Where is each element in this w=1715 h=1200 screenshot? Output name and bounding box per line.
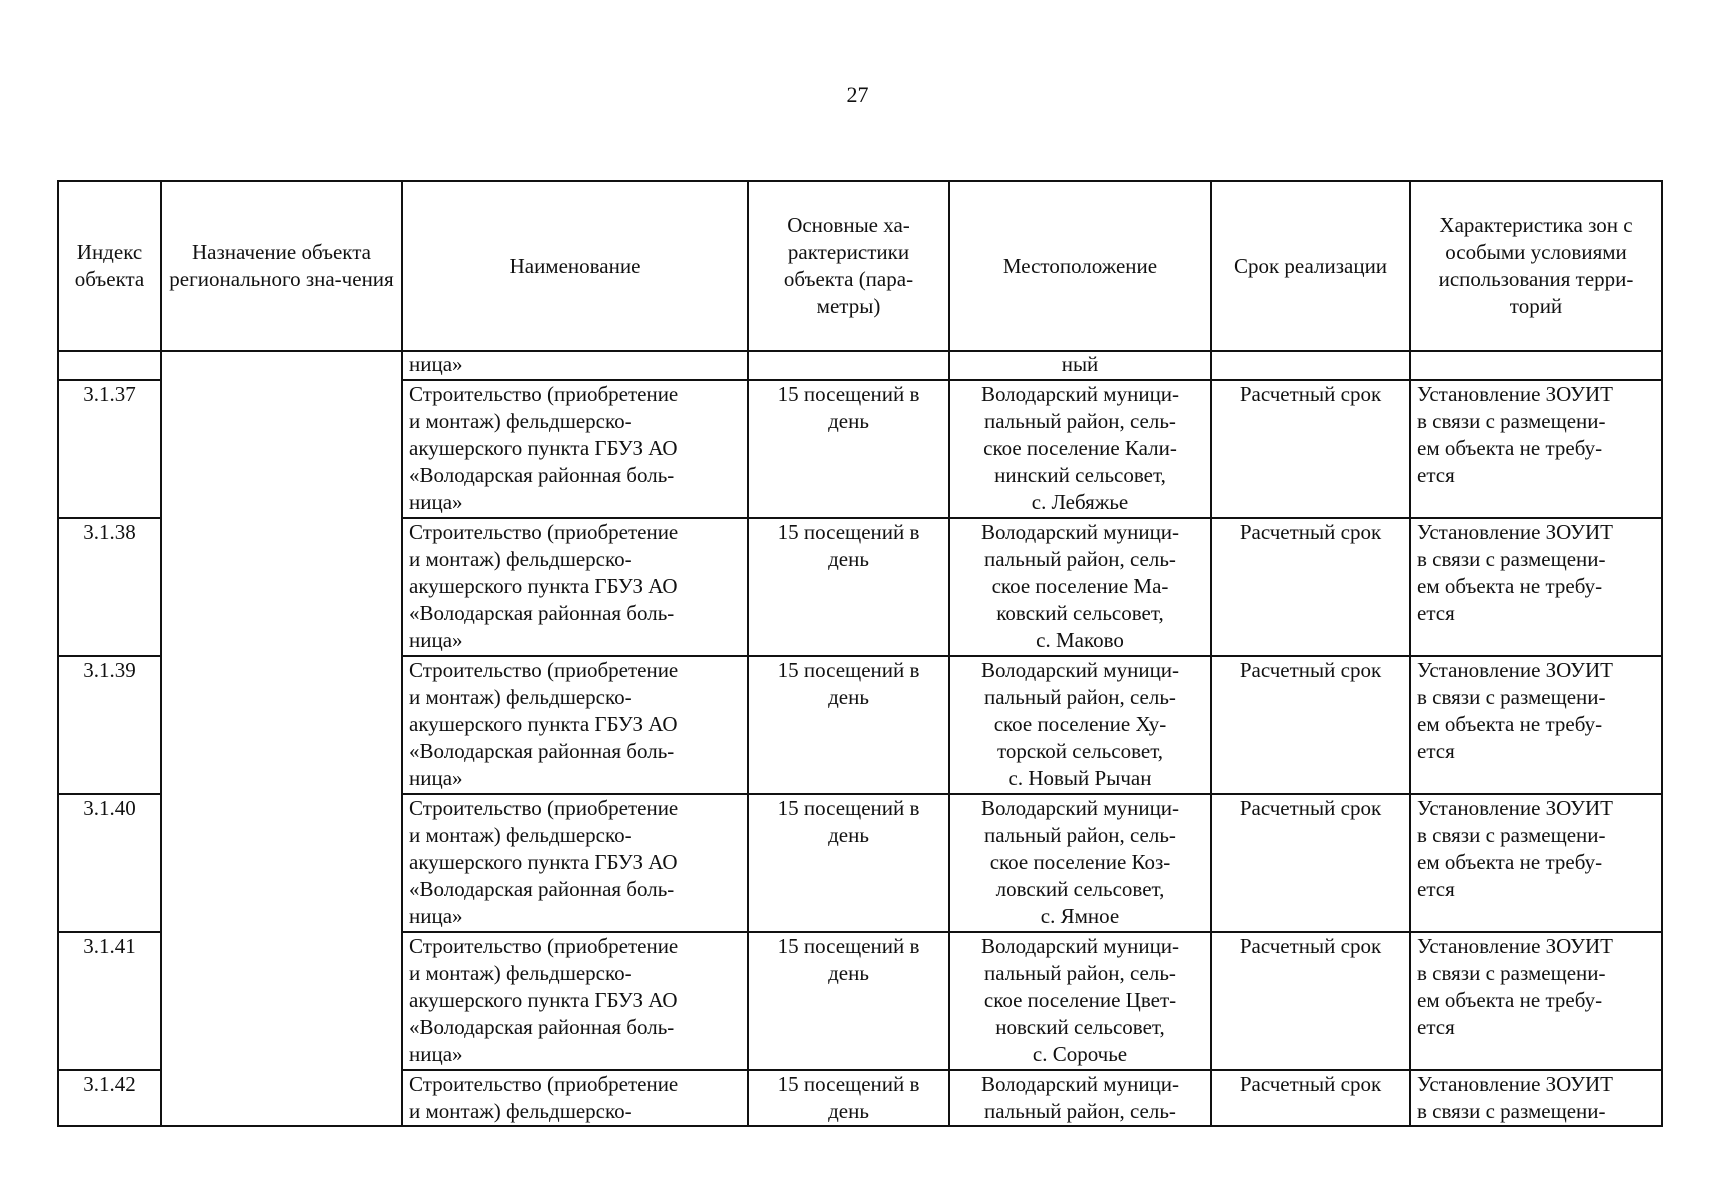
table-body <box>58 351 1662 1126</box>
object-location-line: с. Сорочье <box>1032 1042 1128 1066</box>
header-location: Местоположение <box>949 181 1211 351</box>
object-location-line: Володарский муници- <box>980 520 1180 544</box>
object-name <box>402 380 748 518</box>
object-term: Расчетный срок <box>1211 932 1410 1070</box>
object-location-line: ское поселение Кали- <box>983 436 1177 460</box>
object-name-line: Строительство (приобретение <box>409 796 679 820</box>
object-name-line: и монтаж) фельдшерско- <box>409 685 632 709</box>
object-name-line: ница» <box>409 490 463 514</box>
object-zones-line: ется <box>1417 463 1455 487</box>
header-params: Основные ха-рактеристики объекта (пара-метры) <box>748 181 949 351</box>
object-location-line: новский сельсовет, <box>995 1015 1165 1039</box>
object-zones <box>1410 656 1662 794</box>
object-zones-line: Установление ЗОУИТ <box>1417 1072 1614 1096</box>
object-zones-line: ем объекта не требу- <box>1417 712 1603 736</box>
continuation-zones <box>1410 351 1662 380</box>
object-name-line: акушерского пункта ГБУЗ АО <box>409 436 678 460</box>
object-zones-line: Установление ЗОУИТ <box>1417 382 1614 406</box>
object-params-line: день <box>828 547 869 571</box>
object-zones-line: Установление ЗОУИТ <box>1417 934 1614 958</box>
object-location <box>949 656 1211 794</box>
object-name-line: акушерского пункта ГБУЗ АО <box>409 850 678 874</box>
object-location-line: Володарский муници- <box>980 796 1180 820</box>
object-name-line: Строительство (приобретение <box>409 934 679 958</box>
object-name-line: и монтаж) фельдшерско- <box>409 961 632 985</box>
header-name: Наименование <box>402 181 748 351</box>
object-params-line: 15 посещений в <box>777 382 920 406</box>
object-zones <box>1410 1070 1662 1126</box>
object-params <box>748 380 949 518</box>
object-zones-line: в связи с размещени- <box>1417 823 1606 847</box>
continuation-term <box>1211 351 1410 380</box>
object-params-line: день <box>828 961 869 985</box>
object-name-line: Строительство (приобретение <box>409 1072 679 1096</box>
continuation-params <box>748 351 949 380</box>
purpose-cell <box>161 351 402 1126</box>
object-zones-line: ется <box>1417 877 1455 901</box>
continuation-location: ный <box>949 351 1211 380</box>
continuation-index <box>58 351 161 380</box>
object-name <box>402 656 748 794</box>
object-params-line: 15 посещений в <box>777 934 920 958</box>
object-zones-line: ется <box>1417 1015 1455 1039</box>
object-name-line: «Володарская районная боль- <box>409 1015 675 1039</box>
object-zones-line: Установление ЗОУИТ <box>1417 520 1614 544</box>
object-name-line: и монтаж) фельдшерско- <box>409 409 632 433</box>
object-index: 3.1.41 <box>58 932 161 1070</box>
object-location-line: ское поселение Ху- <box>993 712 1167 736</box>
header-term: Срок реализации <box>1211 181 1410 351</box>
object-zones-line: в связи с размещени- <box>1417 547 1606 571</box>
object-zones <box>1410 932 1662 1070</box>
object-zones-line: Установление ЗОУИТ <box>1417 658 1614 682</box>
object-location-line: ковский сельсовет, <box>996 601 1164 625</box>
object-index: 3.1.42 <box>58 1070 161 1126</box>
object-zones-line: ется <box>1417 739 1455 763</box>
objects-table <box>57 180 1663 1127</box>
object-zones-line: ем объекта не требу- <box>1417 988 1603 1012</box>
object-params <box>748 518 949 656</box>
object-params <box>748 932 949 1070</box>
object-location <box>949 518 1211 656</box>
object-params <box>748 794 949 932</box>
object-location-line: с. Маково <box>1036 628 1124 652</box>
object-term: Расчетный срок <box>1211 656 1410 794</box>
object-term: Расчетный срок <box>1211 1070 1410 1126</box>
object-zones-line: ем объекта не требу- <box>1417 850 1603 874</box>
object-location-line: пальный район, сель- <box>984 685 1176 709</box>
object-location-line: пальный район, сель- <box>984 823 1176 847</box>
object-location-line: ское поселение Коз- <box>989 850 1171 874</box>
object-params-line: день <box>828 1099 869 1123</box>
object-name-line: «Володарская районная боль- <box>409 739 675 763</box>
object-name-line: и монтаж) фельдшерско- <box>409 1099 632 1123</box>
object-params-line: 15 посещений в <box>777 1072 920 1096</box>
object-index: 3.1.38 <box>58 518 161 656</box>
object-zones-line: ем объекта не требу- <box>1417 436 1603 460</box>
object-name-line: акушерского пункта ГБУЗ АО <box>409 988 678 1012</box>
object-name-line: Строительство (приобретение <box>409 520 679 544</box>
object-zones-line: в связи с размещени- <box>1417 685 1606 709</box>
object-zones-line: Установление ЗОУИТ <box>1417 796 1614 820</box>
object-params-line: 15 посещений в <box>777 520 920 544</box>
object-location-line: Володарский муници- <box>980 934 1180 958</box>
object-location-line: Володарский муници- <box>980 382 1180 406</box>
object-name-line: «Володарская районная боль- <box>409 601 675 625</box>
object-location-line: ское поселение Ма- <box>991 574 1169 598</box>
object-zones-line: ем объекта не требу- <box>1417 574 1603 598</box>
object-name <box>402 794 748 932</box>
object-name-line: ница» <box>409 628 463 652</box>
object-zones <box>1410 794 1662 932</box>
table-header-row <box>58 181 1662 351</box>
object-name-line: «Володарская районная боль- <box>409 463 675 487</box>
object-params-line: 15 посещений в <box>777 796 920 820</box>
object-zones <box>1410 518 1662 656</box>
object-zones-line: ется <box>1417 601 1455 625</box>
object-location-line: Володарский муници- <box>980 1072 1180 1096</box>
object-name-line: акушерского пункта ГБУЗ АО <box>409 712 678 736</box>
header-purpose: Назначение объекта регионального зна-чения <box>161 181 402 351</box>
object-location-line: пальный район, сель- <box>984 1099 1176 1123</box>
object-params-line: день <box>828 685 869 709</box>
object-location-line: с. Новый Рычан <box>1008 766 1152 790</box>
object-name-line: и монтаж) фельдшерско- <box>409 547 632 571</box>
object-params <box>748 656 949 794</box>
object-name-line: «Володарская районная боль- <box>409 877 675 901</box>
object-params-line: день <box>828 823 869 847</box>
header-zones: Характеристика зон с особыми условиями использования терри-торий <box>1410 181 1662 351</box>
object-params-line: 15 посещений в <box>777 658 920 682</box>
object-zones-line: в связи с размещени- <box>1417 961 1606 985</box>
object-zones-line: в связи с размещени- <box>1417 409 1606 433</box>
object-location-line: пальный район, сель- <box>984 961 1176 985</box>
object-location <box>949 1070 1211 1126</box>
object-index: 3.1.39 <box>58 656 161 794</box>
object-name-line: и монтаж) фельдшерско- <box>409 823 632 847</box>
object-location-line: ловский сельсовет, <box>995 877 1165 901</box>
object-location-line: с. Лебяжье <box>1031 490 1129 514</box>
object-name <box>402 1070 748 1126</box>
object-name-line: ница» <box>409 1042 463 1066</box>
object-zones-line: в связи с размещени- <box>1417 1099 1606 1123</box>
object-name <box>402 518 748 656</box>
object-location-line: торской сельсовет, <box>996 739 1164 763</box>
object-term: Расчетный срок <box>1211 794 1410 932</box>
object-name-line: акушерского пункта ГБУЗ АО <box>409 574 678 598</box>
object-params <box>748 1070 949 1126</box>
object-location <box>949 380 1211 518</box>
page-number: 27 <box>846 82 869 107</box>
object-index: 3.1.40 <box>58 794 161 932</box>
object-params-line: день <box>828 409 869 433</box>
object-location-line: пальный район, сель- <box>984 409 1176 433</box>
header-index: Индекс объекта <box>58 181 161 351</box>
object-name-line: ница» <box>409 904 463 928</box>
object-location-line: Володарский муници- <box>980 658 1180 682</box>
object-name-line: ница» <box>409 766 463 790</box>
object-location <box>949 932 1211 1070</box>
object-location-line: с. Ямное <box>1040 904 1120 928</box>
object-name-line: Строительство (приобретение <box>409 658 679 682</box>
object-name <box>402 932 748 1070</box>
continuation-row <box>58 351 1662 380</box>
object-term: Расчетный срок <box>1211 380 1410 518</box>
object-location-line: пальный район, сель- <box>984 547 1176 571</box>
object-term: Расчетный срок <box>1211 518 1410 656</box>
object-index: 3.1.37 <box>58 380 161 518</box>
object-location <box>949 794 1211 932</box>
object-location-line: ское поселение Цвет- <box>983 988 1177 1012</box>
continuation-name: ница» <box>402 351 748 380</box>
object-location-line: нинский сельсовет, <box>994 463 1166 487</box>
object-zones <box>1410 380 1662 518</box>
object-name-line: Строительство (приобретение <box>409 382 679 406</box>
